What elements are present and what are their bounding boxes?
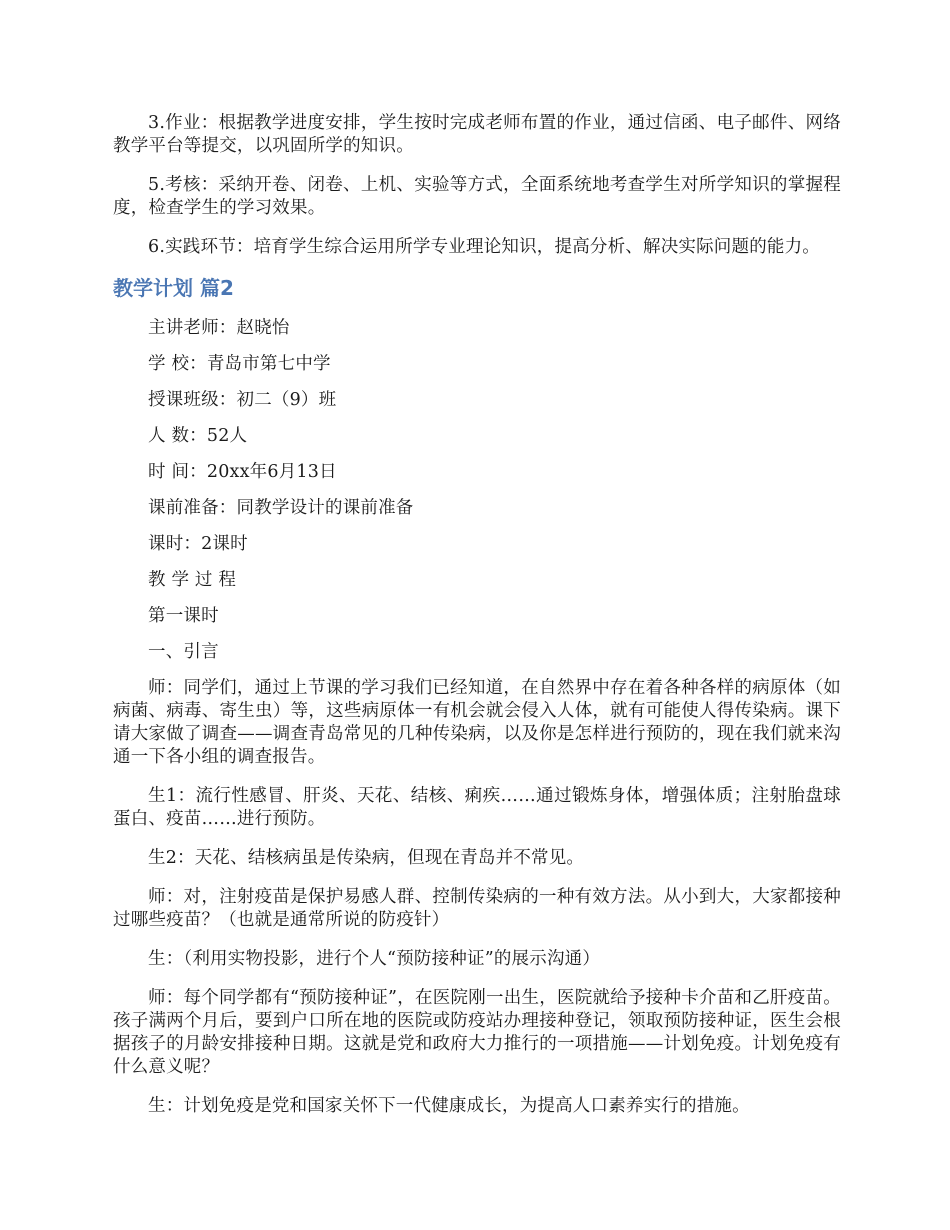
dialogue-teacher-1: 师：同学们，通过上节课的学习我们已经知道，在自然界中存在着各种各样的病原体（如病菌、病毒、寄生虫）等，这些病原体一有机会就会侵入人体，就有可能使人得传染病。课下请大家做了调查——调查青岛常见的几种传染病，以及你是怎样进行预防的，现在我们就来沟通一下各小组的调查报告。	[113, 678, 841, 767]
document-page	[113, 112, 841, 1134]
paragraph-assessment: 5.考核：采纳开卷、闭卷、上机、实验等方式，全面系统地考查学生对所学知识的掌握程度，检查学生的学习效果。	[113, 175, 841, 218]
paragraph-practice: 6.实践环节：培育学生综合运用所学专业理论知识，提高分析、解决实际问题的能力。	[148, 237, 820, 257]
info-item-hours: 课时：2课时	[148, 534, 248, 554]
info-item-process: 教 学 过 程	[148, 570, 237, 590]
info-item-count: 人 数：52人	[148, 426, 248, 446]
info-item-first-lesson: 第一课时	[148, 606, 219, 626]
info-item-teacher: 主讲老师：赵晓怡	[148, 318, 290, 338]
paragraph-homework: 3.作业：根据教学进度安排，学生按时完成老师布置的作业，通过信函、电子邮件、网络教学平台等提交，以巩固所学的知识。	[113, 113, 841, 156]
dialogue-student-1: 生1：流行性感冒、肝炎、天花、结核、痢疾……通过锻炼身体，增强体质；注射胎盘球蛋白、疫苗……进行预防。	[113, 786, 841, 829]
info-item-date: 时 间：20xx年6月13日	[148, 462, 337, 482]
dialogue-teacher-2: 师：对，注射疫苗是保护易感人群、控制传染病的一种有效方法。从小到大，大家都接种过哪些疫苗？（也就是通常所说的防疫针）	[113, 887, 841, 930]
info-item-class: 授课班级：初二（9）班	[148, 390, 337, 410]
info-item-introduction: 一、引言	[148, 642, 219, 662]
dialogue-student-3: 生：（利用实物投影，进行个人“预防接种证”的展示沟通）	[148, 949, 601, 969]
info-item-school: 学 校：青岛市第七中学	[148, 354, 331, 374]
dialogue-teacher-3: 师：每个同学都有“预防接种证”，在医院刚一出生，医院就给予接种卡介苗和乙肝疫苗。孩子满两个月后，要到户口所在地的医院或防疫站办理接种登记，领取预防接种证，医生会根据孩子的月龄安排接种日期。这就是党和政府大力推行的一项措施——计划免疫。计划免疫有什么意义呢？	[113, 988, 841, 1077]
dialogue-student-2: 生2：天花、结核病虽是传染病，但现在青岛并不常见。	[148, 848, 585, 868]
info-item-preparation: 课前准备：同教学设计的课前准备	[148, 498, 414, 518]
section-heading: 教学计划 篇2	[113, 276, 234, 300]
dialogue-student-4: 生：计划免疫是党和国家关怀下一代健康成长，为提高人口素养实行的措施。	[148, 1096, 750, 1116]
